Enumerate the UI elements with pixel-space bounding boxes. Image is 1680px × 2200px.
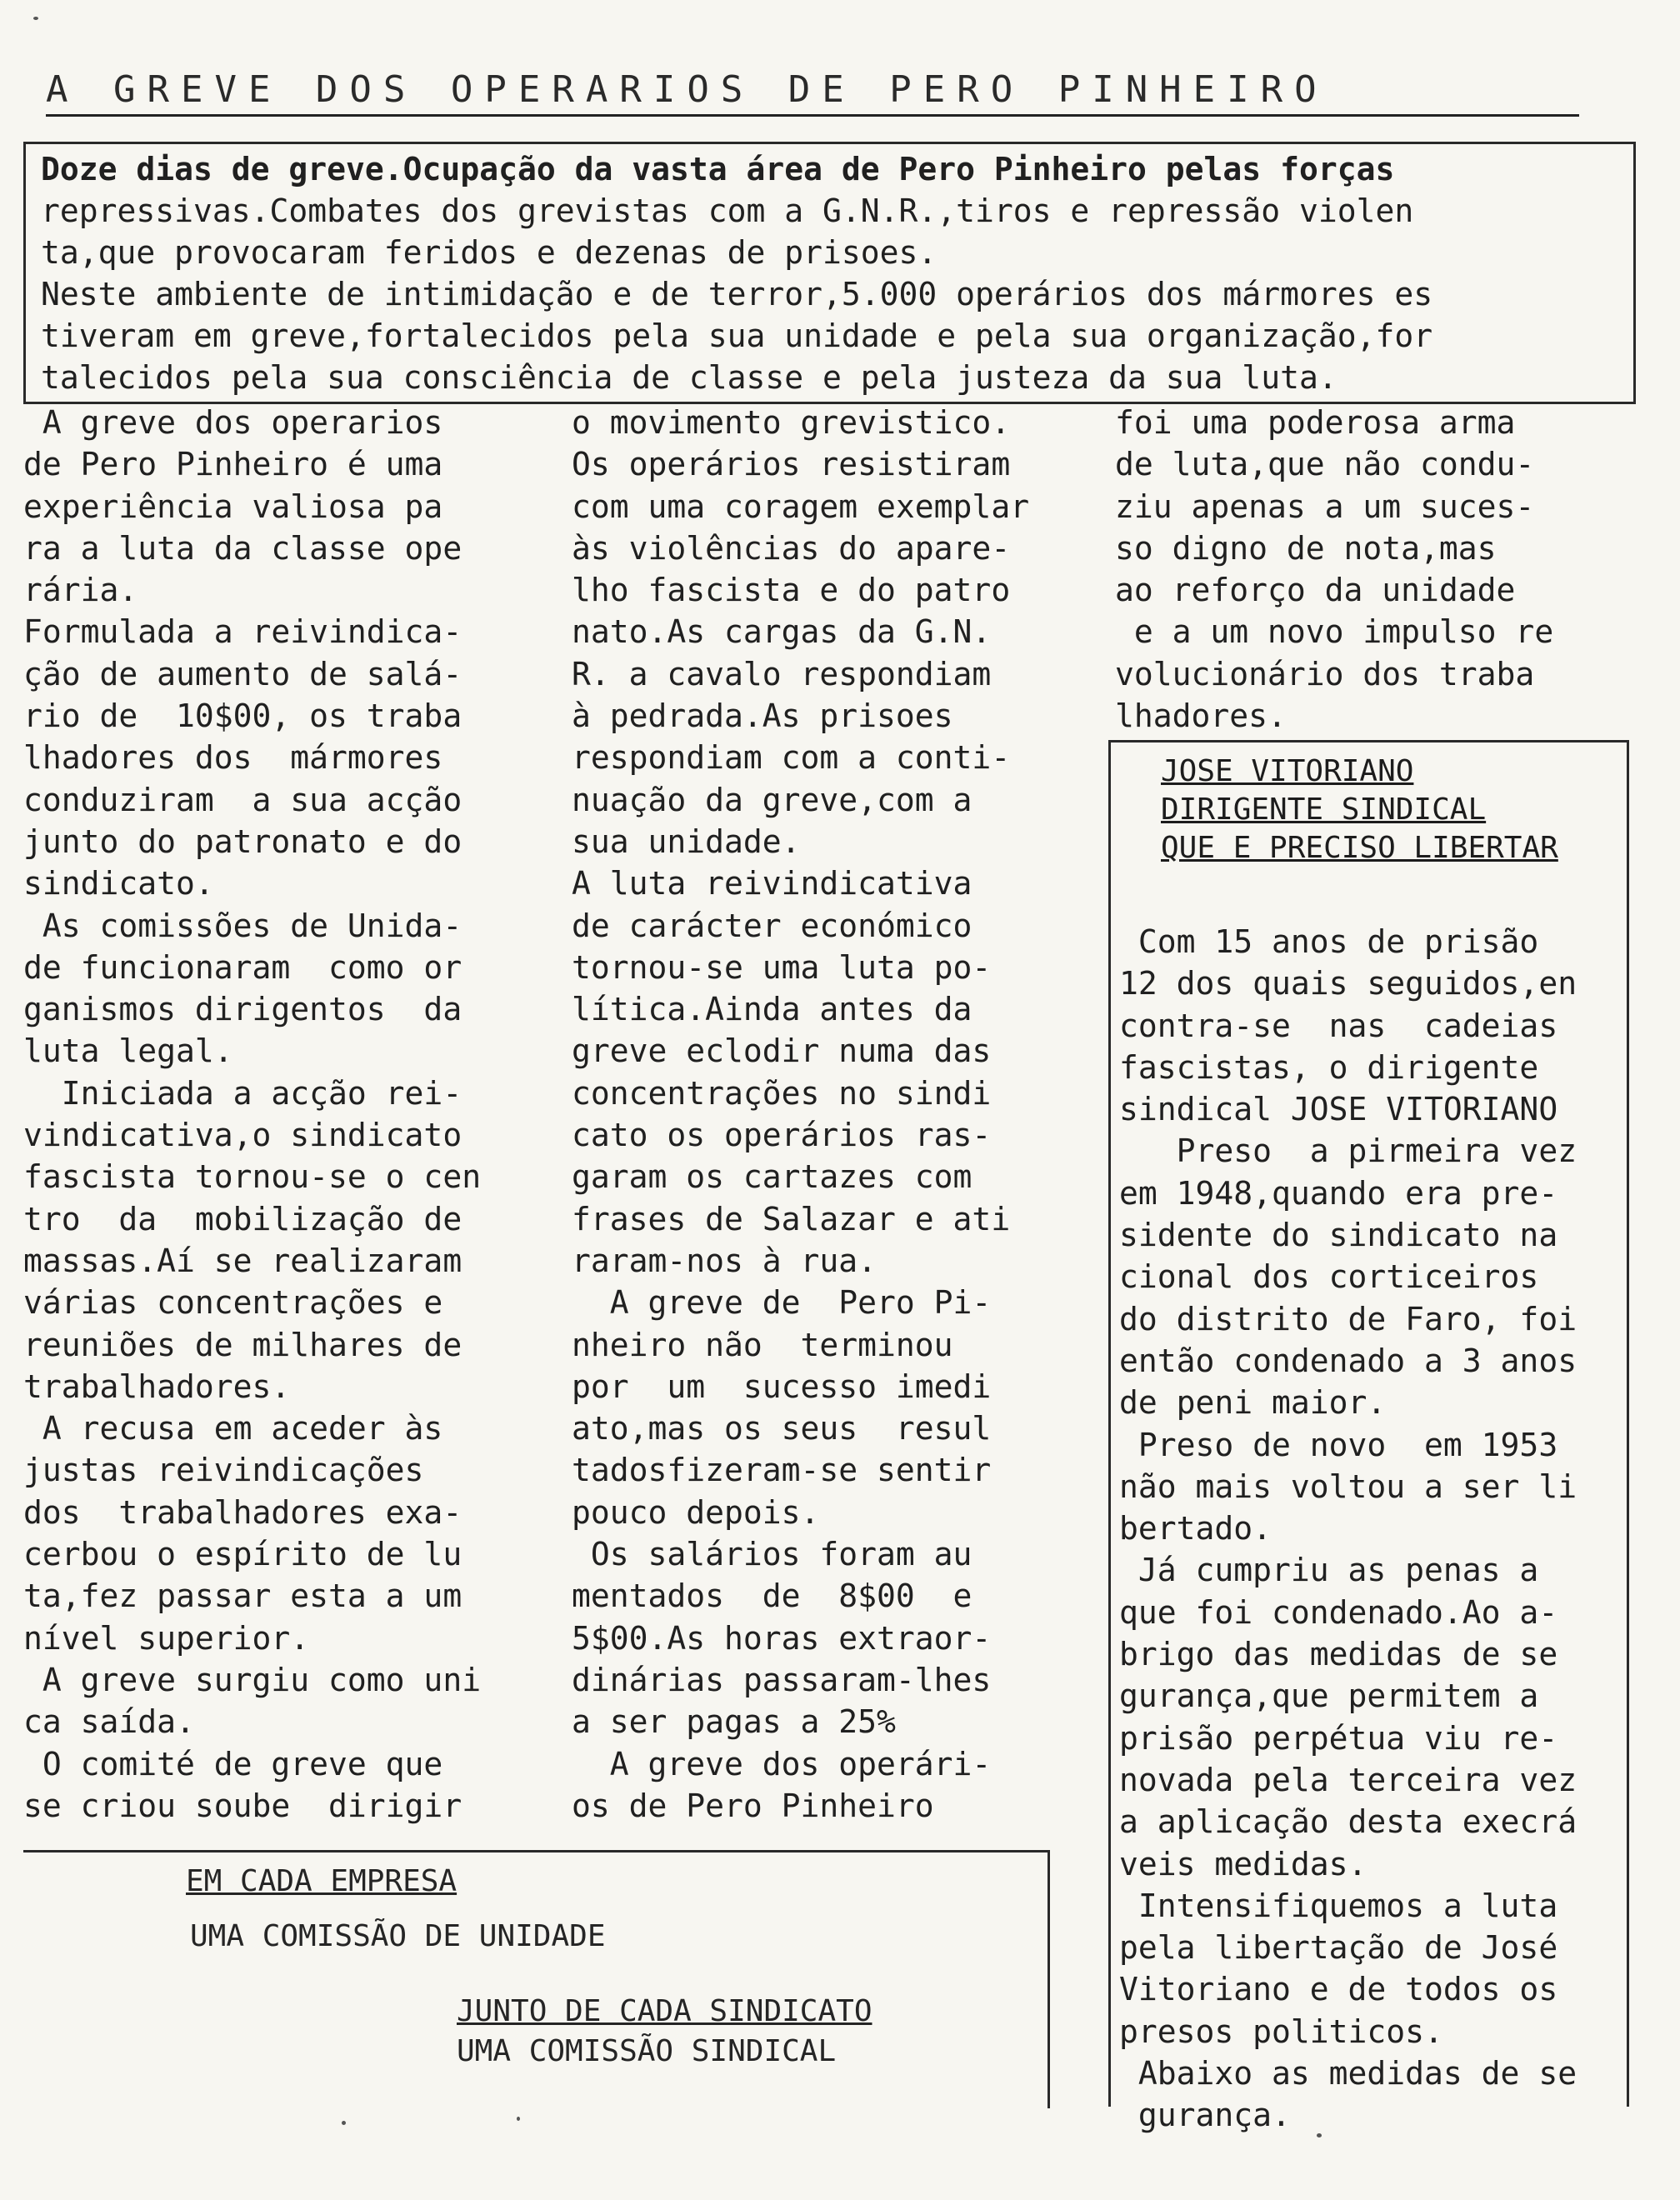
text-line: Os salários foram au (572, 1536, 972, 1573)
text-line: tornou-se uma luta po- (572, 948, 992, 986)
text-line: então condenado a 3 anos (1119, 1342, 1578, 1379)
text-line: os de Pero Pinheiro (572, 1787, 934, 1824)
text-line: em 1948,quando era pre- (1119, 1174, 1558, 1212)
text-line: Formulada a reivindica- (23, 613, 462, 651)
text-line: dinárias passaram-lhes (572, 1661, 992, 1698)
text-line: A greve de Pero Pi- (572, 1284, 992, 1322)
text-line: ra a luta da classe ope (23, 529, 462, 567)
text-line: cional dos corticeiros (1119, 1258, 1539, 1296)
text-line: rio de 10$00, os traba (23, 698, 462, 735)
slogan-line: EM CADA EMPRESA (186, 1864, 458, 1898)
text-line: fascistas, o dirigente (1119, 1048, 1539, 1086)
lead-line: talecidos pela sua consciência de classe e pela justeza da sua luta. (41, 359, 1338, 396)
text-line: pela libertação de José (1119, 1929, 1558, 1967)
text-line: garam os cartazes com (572, 1158, 972, 1196)
print-speck (1317, 2133, 1322, 2138)
text-line: prisão perpétua viu re- (1119, 1719, 1558, 1757)
text-line: tro da mobilização de (23, 1200, 462, 1238)
text-line: conduziram a sua acção (23, 781, 462, 818)
text-line: A luta reivindicativa (572, 865, 972, 902)
text-line: trabalhadores. (23, 1368, 291, 1405)
lead-paragraph-box (23, 142, 1636, 404)
text-line: A greve dos operári- (572, 1745, 992, 1782)
text-line: cerbou o espírito de lu (23, 1536, 462, 1573)
vitoriano-column (1119, 921, 1628, 2137)
text-line: 12 dos quais seguidos,en (1119, 965, 1578, 1002)
text-line: de funcionaram como or (23, 948, 462, 986)
text-line: rária. (23, 572, 138, 609)
text-line: não mais voltou a ser li (1119, 1468, 1578, 1505)
text-line: por um sucesso imedi (572, 1368, 992, 1405)
text-line: de peni maior. (1119, 1384, 1387, 1422)
text-line: que foi condenado.Ao a- (1119, 1593, 1558, 1631)
text-line: foi uma poderosa arma (1115, 404, 1516, 441)
text-line: R. a cavalo respondiam (572, 655, 992, 692)
lead-line: ta,que provocaram feridos e dezenas de prisoes. (41, 234, 938, 271)
lead-line: Doze dias de greve.Ocupação da vasta área de Pero Pinheiro pelas forças (41, 151, 1395, 188)
text-line: 5$00.As horas extraor- (572, 1619, 992, 1657)
text-line: As comissões de Unida- (23, 907, 462, 944)
text-line: nato.As cargas da G.N. (572, 613, 992, 651)
text-line: do distrito de Faro, foi (1119, 1300, 1578, 1338)
text-line: a aplicação desta execrá (1119, 1803, 1578, 1841)
text-line: gurança. (1119, 2097, 1291, 2134)
text-line: vindicativa,o sindicato (23, 1117, 462, 1154)
text-line: veis medidas. (1119, 1845, 1368, 1882)
text-line: ato,mas os seus resul (572, 1410, 992, 1448)
text-line: de Pero Pinheiro é uma (23, 446, 443, 483)
slogan-line: UMA COMISSÃO DE UNIDADE (190, 1919, 606, 1953)
text-line: cato os operários ras- (572, 1117, 992, 1154)
text-line: ção de aumento de salá- (23, 655, 462, 692)
text-line: Iniciada a acção rei- (23, 1074, 462, 1112)
text-line: raram-nos à rua. (572, 1242, 878, 1279)
text-line: o movimento grevistico. (572, 404, 1011, 441)
slogan-line: UMA COMISSÃO SINDICAL (457, 2034, 837, 2068)
lead-line: repressivas.Combates dos grevistas com a G.N.R.,tiros e repressão violen (41, 192, 1414, 229)
text-line: lhadores. (1115, 698, 1287, 735)
text-line: presos politicos. (1119, 2012, 1443, 2050)
text-line: ao reforço da unidade (1115, 572, 1516, 609)
text-line: lhadores dos mármores (23, 739, 443, 777)
text-line: Abaixo as medidas de se (1119, 2055, 1578, 2092)
text-line: A greve dos operarios (23, 404, 443, 441)
text-line: Os operários resistiram (572, 446, 1011, 483)
text-line: às violências do apare- (572, 529, 1011, 567)
text-line: ca saída. (23, 1703, 195, 1741)
text-line: sindicato. (23, 865, 214, 902)
text-line: se criou soube dirigir (23, 1787, 462, 1824)
slogan-box (23, 1850, 1050, 2108)
text-line: tadosfizeram-se sentir (572, 1452, 992, 1489)
text-line: dos trabalhadores exa- (23, 1493, 462, 1531)
slogan-line: JUNTO DE CADA SINDICATO (457, 1994, 872, 2028)
text-line: A recusa em aceder às (23, 1410, 443, 1448)
text-line: nível superior. (23, 1619, 310, 1657)
text-line: sindical JOSE VITORIANO (1119, 1091, 1558, 1128)
text-line: Intensifiquemos a luta (1119, 1887, 1558, 1924)
text-line: O comité de greve que (23, 1745, 443, 1782)
text-line: novada pela terceira vez (1119, 1761, 1578, 1798)
article-column-2 (572, 402, 1113, 1827)
text-line: junto do patronato e do (23, 822, 462, 860)
text-line: contra-se nas cadeias (1119, 1007, 1558, 1044)
text-line: lho fascista e do patro (572, 572, 1011, 609)
text-line: experiência valiosa pa (23, 488, 443, 525)
text-line: volucionário dos traba (1115, 655, 1535, 692)
lead-line: tiveram em greve,fortalecidos pela sua unidade e pela sua organização,for (41, 318, 1433, 354)
text-line: pouco depois. (572, 1493, 820, 1531)
text-line: Preso de novo em 1953 (1119, 1426, 1558, 1463)
text-line: várias concentrações e (23, 1284, 443, 1322)
page-title: A GREVE DOS OPERARIOS DE PERO PINHEIRO (46, 68, 1579, 117)
text-line: Preso a pirmeira vez (1119, 1132, 1578, 1170)
text-line: ziu apenas a um suces- (1115, 488, 1535, 525)
lead-line: Neste ambiente de intimidação e de terror,5.000 operários dos mármores es (41, 276, 1433, 312)
text-line: A greve surgiu como uni (23, 1661, 482, 1698)
text-line: ta,fez passar esta a um (23, 1578, 462, 1615)
text-line: nheiro não terminou (572, 1326, 953, 1363)
text-line: e a um novo impulso re (1115, 613, 1554, 651)
text-line: de luta,que não condu- (1115, 446, 1535, 483)
text-line: concentrações no sindi (572, 1074, 992, 1112)
vitoriano-headline: QUE E PRECISO LIBERTAR (1161, 831, 1558, 865)
text-line: so digno de nota,mas (1115, 529, 1497, 567)
text-line: sua unidade. (572, 822, 801, 860)
text-line: nuação da greve,com a (572, 781, 972, 818)
text-line: greve eclodir numa das (572, 1032, 992, 1070)
article-column-3-top (1115, 402, 1648, 737)
text-line: sidente do sindicato na (1119, 1217, 1558, 1254)
print-speck (517, 2117, 520, 2121)
text-line: de carácter económico (572, 907, 972, 944)
print-speck (33, 17, 38, 20)
vitoriano-headline: DIRIGENTE SINDICAL (1161, 792, 1487, 827)
text-line: Com 15 anos de prisão (1119, 923, 1539, 960)
text-line: a ser pagas a 25% (572, 1703, 896, 1741)
text-line: gurança,que permitem a (1119, 1678, 1539, 1715)
text-line: Vitoriano e de todos os (1119, 1971, 1558, 2008)
text-line: lítica.Ainda antes da (572, 991, 972, 1028)
text-line: reuniões de milhares de (23, 1326, 462, 1363)
print-speck (342, 2121, 346, 2125)
text-line: brigo das medidas de se (1119, 1636, 1558, 1673)
text-line: frases de Salazar e ati (572, 1200, 1011, 1238)
text-line: luta legal. (23, 1032, 233, 1070)
text-line: mentados de 8$00 e (572, 1578, 972, 1615)
text-line: à pedrada.As prisoes (572, 698, 953, 735)
text-line: fascista tornou-se o cen (23, 1158, 482, 1196)
text-line: com uma coragem exemplar (572, 488, 1030, 525)
text-line: justas reivindicações (23, 1452, 424, 1489)
text-line: Já cumpriu as penas a (1119, 1552, 1539, 1589)
vitoriano-headline: JOSE VITORIANO (1161, 754, 1414, 788)
text-line: respondiam com a conti- (572, 739, 1011, 777)
article-column-1 (23, 402, 540, 1827)
text-line: bertado. (1119, 1510, 1272, 1548)
text-line: ganismos dirigentos da (23, 991, 462, 1028)
text-line: massas.Aí se realizaram (23, 1242, 462, 1279)
